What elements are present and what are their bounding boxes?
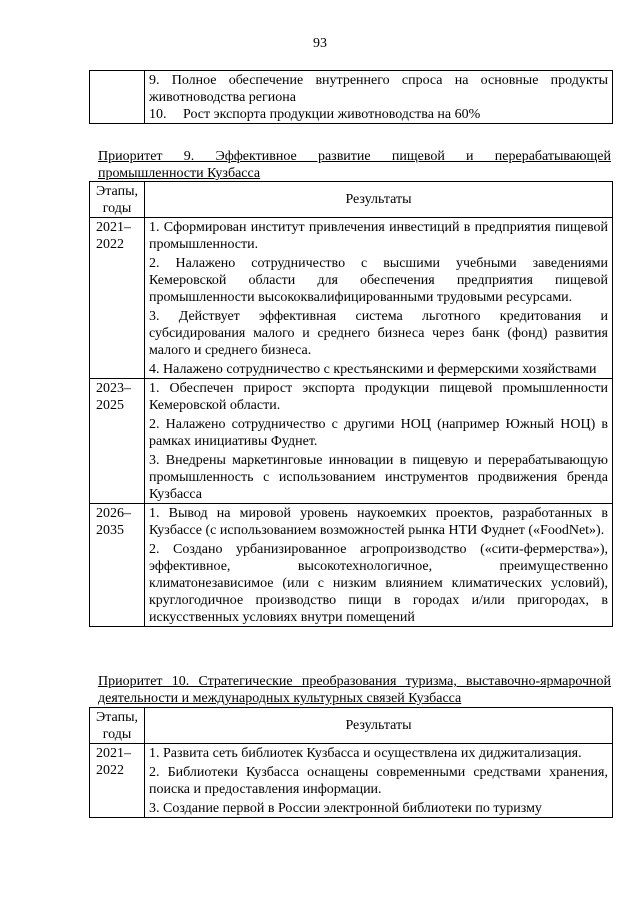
table-header-row bbox=[90, 182, 613, 218]
header-results: Результаты bbox=[145, 182, 613, 218]
result-item: 3. Внедрены маркетинговые инновации в пищевую и перерабатывающую промышленность с использованием инструментов продвижения бренда Кузбасса bbox=[149, 453, 608, 502]
stage-cell: 2026–2035 bbox=[90, 504, 145, 627]
priority-10-title: Приоритет 10. Стратегические преобразования туризма, выставочно-ярмарочной деятельности и международных культурных связей Кузбасса bbox=[98, 674, 611, 706]
result-item: 1. Развита сеть библиотек Кузбасса и осуществлена их диджитализация. bbox=[149, 746, 582, 761]
page-number: 93 bbox=[313, 36, 327, 51]
table-row bbox=[90, 744, 613, 818]
result-item-text: Рост экспорта продукции животноводства на 60% bbox=[183, 107, 481, 122]
result-item: 9. Полное обеспечение внутреннего спроса на основные продукты животноводства региона bbox=[149, 73, 608, 105]
result-item: 3. Действует эффективная система льготного кредитования и субсидирования малого и среднего бизнеса через банк (фонд) развития малого и среднего бизнеса. bbox=[149, 309, 608, 358]
table-row bbox=[90, 379, 613, 504]
results-cell bbox=[145, 71, 613, 124]
stage-cell: 2023–2025 bbox=[90, 379, 145, 504]
table-header-row bbox=[90, 708, 613, 744]
result-item: 1. Вывод на мировой уровень наукоемких проектов, разработанных в Кузбассе (с использованием возможностей рынка НТИ Фуднет («FoodNet»). bbox=[149, 506, 608, 538]
header-results: Результаты bbox=[145, 708, 613, 744]
result-item: 2. Налажено сотрудничество с высшими учебными заведениями Кемеровской области для обеспечения предприятия пищевой промышленности высококвалифицированными трудовыми ресурсами. bbox=[149, 256, 608, 305]
result-item: 2. Создано урбанизированное агропроизводство («сити-фермерства»), эффективное, высокотехнологичное, преимущественно климатонезависимое (или с низким влиянием климатических условий), круглогодичное производство пищи в городах и/или пригородах, в искусственных условиях внутри помещений bbox=[149, 542, 608, 625]
header-stage: Этапы, годы bbox=[90, 182, 145, 218]
results-cell bbox=[145, 379, 613, 504]
result-item: 4. Налажено сотрудничество с крестьянскими и фермерскими хозяйствами bbox=[149, 362, 597, 377]
result-item: 2. Библиотеки Кузбасса оснащены современными средствами хранения, поиска и предоставления информации. bbox=[149, 765, 608, 797]
header-stage: Этапы, годы bbox=[90, 708, 145, 744]
result-item: 2. Налажено сотрудничество с другими НОЦ (например Южный НОЦ) в рамках инициативы Фуднет. bbox=[149, 417, 608, 449]
priority-9-table bbox=[89, 181, 613, 627]
stage-cell: 2021–2022 bbox=[90, 218, 145, 379]
priority-10-table bbox=[89, 707, 613, 818]
continuation-table bbox=[89, 70, 613, 124]
results-cell bbox=[145, 218, 613, 379]
table-row bbox=[90, 504, 613, 627]
result-item-number: 10. bbox=[149, 107, 167, 122]
result-item: 1. Сформирован институт привлечения инвестиций в предприятия пищевой промышленности. bbox=[149, 220, 608, 252]
priority-9-title: Приоритет 9. Эффективное развитие пищевой и перерабатывающей промышленности Кузбасса bbox=[98, 149, 611, 181]
empty-stage-cell bbox=[90, 71, 145, 124]
result-item bbox=[149, 106, 608, 123]
result-item: 3. Создание первой в России электронной библиотеки по туризму bbox=[149, 801, 542, 816]
result-item: 1. Обеспечен прирост экспорта продукции пищевой промышленности Кемеровской области. bbox=[149, 381, 608, 413]
stage-cell: 2021–2022 bbox=[90, 744, 145, 818]
table-row bbox=[90, 71, 613, 124]
results-cell bbox=[145, 744, 613, 818]
table-row bbox=[90, 218, 613, 379]
results-cell bbox=[145, 504, 613, 627]
